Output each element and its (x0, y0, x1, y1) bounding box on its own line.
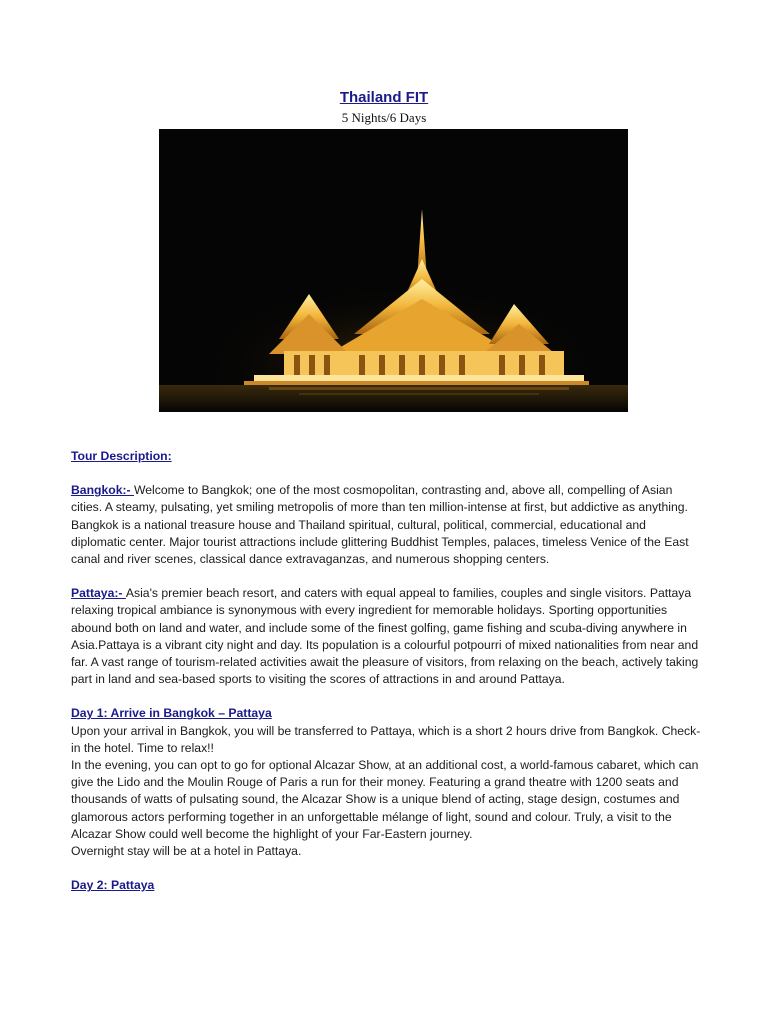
tour-content (71, 448, 701, 894)
pattaya-label: Pattaya:- (71, 586, 126, 601)
temple-photo (159, 129, 628, 412)
day1-arrival-text: Upon your arrival in Bangkok, you will be transferred to Pattaya, which is a short 2 hours drive from Bangkok. Check-in the hotel. Time to relax!! (71, 723, 701, 755)
bangkok-paragraph (71, 482, 701, 568)
temple-illustration (159, 129, 628, 412)
bangkok-text: Welcome to Bangkok; one of the most cosmopolitan, contrasting and, above all, compelling of Asian cities. A steamy, pulsating, yet smiling metropolis of more than ten million-intense at first, but addictive as anything. Bangkok is a national treasure house and Thailand spiritual, cultural, political, commercial, educational and diplomatic center. Major tourist attractions include glittering Buddhist Temples, palaces, timeless Venice of the East canal and river scenes, classical dance extravaganzas, and numerous shopping centers. (71, 483, 689, 567)
document-title: Thailand FIT (339, 89, 429, 106)
day1-heading: Day 1: Arrive in Bangkok – Pattaya (71, 706, 272, 721)
day1-overnight-text: Overnight stay will be at a hotel in Pattaya. (71, 844, 302, 859)
bangkok-label: Bangkok:- (71, 483, 134, 498)
document-subtitle: 5 Nights/6 Days (341, 110, 427, 125)
day1-evening-text: In the evening, you can opt to go for optional Alcazar Show, at an additional cost, a world-famous cabaret, which can give the Lido and the Moulin Rouge of Paris a run for their money. Featuring a grand theatre with 1200 seats and thousands of watts of pulsating sound, the Alcazar Show is a unique blend of acting, stage design, costumes and glamorous actors performing together in an unforgettable mélange of light, sound and colour. Truly, a visit to the Alcazar Show could well become the highlight of your Far-Eastern journey. (71, 758, 699, 841)
tour-description-heading: Tour Description: (71, 449, 172, 463)
day2-heading: Day 2: Pattaya (71, 878, 155, 893)
pattaya-paragraph (71, 585, 701, 688)
pattaya-text: Asia's premier beach resort, and caters with equal appeal to families, couples and single visitors. Pattaya relaxing tropical ambiance is synonymous with every ingredient for memorable holidays. Sporting opportunities abound both on land and water, and include some of the finest golfing, game fishing and scuba-diving anywhere in Asia.Pattaya is a vibrant city night and day. Its population is a colourful potpourri of mixed nationalities from near and far. A vast range of tourism-related activities await the pleasure of visitors, from relaxing on the beach, actively taking part in land and sea-based sports to visiting the scores of attractions in and around Pattaya. (71, 586, 699, 687)
